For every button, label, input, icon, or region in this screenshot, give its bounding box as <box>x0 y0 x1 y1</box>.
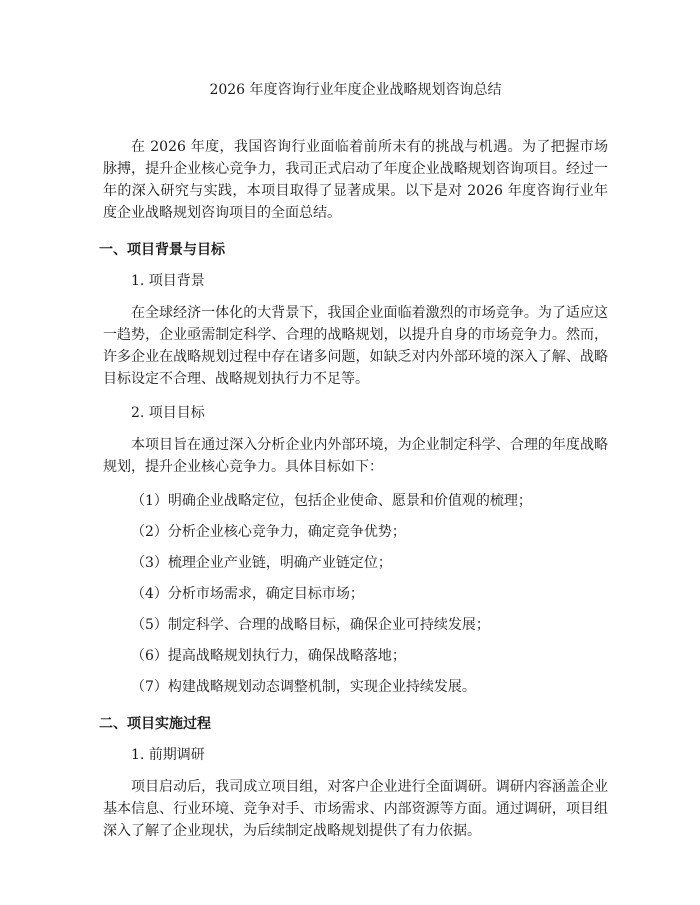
subheading-project-background: 1. 项目背景 <box>131 273 205 289</box>
list-item: （1）明确企业战略定位，包括企业使命、愿景和价值观的梳理； <box>131 493 532 509</box>
document-body <box>99 80 608 854</box>
list-item: （3）梳理企业产业链，明确产业链定位； <box>131 555 392 571</box>
list-item: （4）分析市场需求，确定目标市场； <box>131 586 364 602</box>
section-heading-background-goals: 一、项目背景与目标 <box>99 242 225 258</box>
goals-list <box>103 490 608 698</box>
list-item: （7）构建战略规划动态调整机制，实现企业持续发展。 <box>131 679 476 695</box>
document-title: 2026 年度咨询行业年度企业战略规划咨询总结 <box>209 82 502 98</box>
list-item: （5）制定科学、合理的战略目标，确保企业可持续发展； <box>131 617 490 633</box>
goals-intro-paragraph: 本项目旨在通过深入分析企业内外部环境，为企业制定科学、合理的年度战略规划，提升企业核心竞争力。具体目标如下： <box>103 437 608 475</box>
subheading-preliminary-research: 1. 前期调研 <box>131 747 205 763</box>
intro-paragraph: 在 2026 年度，我国咨询行业面临着前所未有的挑战与机遇。为了把握市场脉搏，提升企业核心竞争力，我司正式启动了年度企业战略规划咨询项目。经过一年的深入研究与实践，本项目取得了显著成果。以下是对 2026 年度咨询行业年度企业战略规划咨询项目的全面总结。 <box>103 139 608 221</box>
list-item: （6）提高战略规划执行力，确保战略落地； <box>131 648 406 664</box>
research-paragraph: 项目启动后，我司成立项目组，对客户企业进行全面调研。调研内容涵盖企业基本信息、行业环境、竞争对手、市场需求、内部资源等方面。通过调研，项目组深入了解了企业现状，为后续制定战略规划提供了有力依据。 <box>103 779 608 839</box>
subheading-project-goals: 2. 项目目标 <box>131 405 205 421</box>
list-item: （2）分析企业核心竞争力，确定竞争优势； <box>131 524 406 540</box>
section-heading-implementation: 二、项目实施过程 <box>99 716 211 732</box>
background-paragraph: 在全球经济一体化的大背景下，我国企业面临着激烈的市场竞争。为了适应这一趋势，企业亟需制定科学、合理的战略规划，以提升自身的市场竞争力。然而，许多企业在战略规划过程中存在诸多问题，如缺乏对内外部环境的深入了解、战略目标设定不合理、战略规划执行力不足等。 <box>103 305 608 387</box>
